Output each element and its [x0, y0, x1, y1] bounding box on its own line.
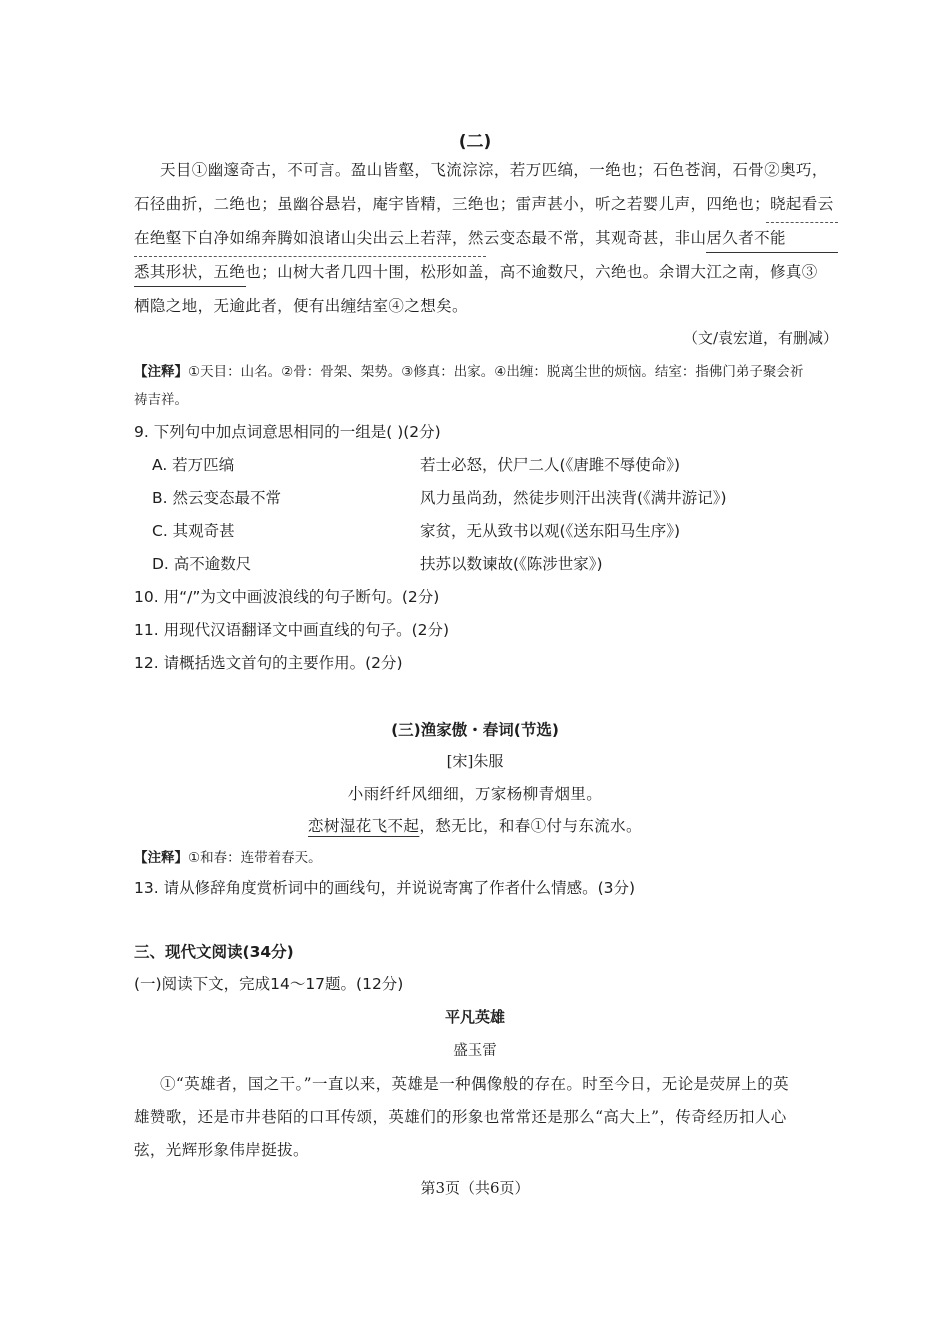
article-line-1: ①“英雄者，国之干。”一直以来，英雄是一种偶像般的存在。时至今日，无论是荧屏上的英 — [160, 1075, 790, 1093]
q9-option-d-left: D. 高不逾数尺 — [152, 555, 252, 573]
article-title: 平凡英雄 — [444, 1008, 505, 1026]
q9-option-a-right: 若士必怒，伏尸二人(《唐雎不辱使命》) — [420, 456, 681, 474]
q9-option-c-right: 家贫，无从致书以观(《送东阳马生序》) — [420, 522, 681, 540]
part3-heading: 三、现代文阅读(34分) — [134, 943, 294, 961]
q9-option-b-left: B. 然云变态最不常 — [152, 489, 281, 507]
passage-line-2: 石径曲折，二绝也；虽幽谷悬岩，庵宇皆精，三绝也；雷声甚小，听之若婴儿声，四绝也；晓起看云 — [134, 195, 834, 213]
straight-underline-a — [706, 252, 838, 253]
question-13: 13. 请从修辞角度赏析词中的画线句，并说说寄寓了作者什么情感。(3分) — [134, 879, 636, 897]
straight-underline-b — [134, 286, 246, 287]
question-12: 12. 请概括选文首句的主要作用。(2分) — [134, 654, 403, 672]
note-text-1: ①天目：山名。②骨：骨架、架势。③修真：出家。④出缠：脱离尘世的烦恼。结室：指佛门弟子聚会祈 — [188, 364, 804, 380]
q9-option-a-left: A. 若万匹缟 — [152, 456, 235, 474]
article-author: 盛玉雷 — [453, 1043, 497, 1059]
part3-subheading: (一)阅读下文，完成14～17题。(12分) — [134, 975, 404, 993]
passage-line-4: 悉其形状，五绝也；山树大者几四十围，松形如盖，高不逾数尺，六绝也。余谓大江之南，修真③ — [134, 263, 818, 281]
wavy-underline-a — [766, 218, 838, 223]
q9-option-c-left: C. 其观奇甚 — [152, 522, 235, 540]
note-label: 【注释】 — [134, 364, 188, 380]
question-10: 10. 用“/”为文中画波浪线的句子断句。(2分) — [134, 588, 440, 606]
q9-option-d-right: 扶苏以数谏故(《陈涉世家》) — [420, 555, 603, 573]
poem-line-2-rest: ，愁无比，和春①付与东流水。 — [419, 817, 642, 835]
poem-author: [宋]朱服 — [446, 752, 504, 770]
page-footer: 第3页（共6页） — [420, 1179, 530, 1197]
note-block-2 — [134, 846, 322, 866]
question-9: 9. 下列句中加点词意思相同的一组是( )(2分) — [134, 423, 441, 441]
passage-line-5: 栖隐之地，无逾此者，便有出缠结室④之想矣。 — [134, 297, 468, 315]
passage-line-1: 天目①幽邃奇古，不可言。盈山皆壑，飞流淙淙，若万匹缟，一绝也；石色苍润，石骨②奥巧， — [160, 161, 828, 179]
article-line-2: 雄赞歌，还是市井巷陌的口耳传颂，英雄们的形象也常常还是那么“高大上”，传奇经历扣人心 — [134, 1108, 787, 1126]
section-title-3: (三)渔家傲・春词(节选) — [391, 721, 559, 739]
poem-underlined-line: 恋树湿花飞不起 — [308, 817, 420, 835]
section-title-2: (二) — [458, 132, 492, 152]
article-line-3: 弦，光辉形象伟岸挺拔。 — [134, 1141, 309, 1159]
note-text-3: ①和春：连带着春天。 — [188, 850, 322, 866]
wavy-underline-b — [134, 252, 486, 257]
poem-line-2 — [0, 814, 950, 836]
passage-line-3: 在绝壑下白净如绵奔腾如浪诸山尖出云上若萍，然云变态最不常，其观奇甚，非山居久者不能 — [134, 229, 786, 247]
poem-line-1: 小雨纤纤风细细，万家杨柳青烟里。 — [347, 785, 603, 803]
passage-source: （文/袁宏道，有删减） — [682, 329, 838, 347]
q9-option-b-right: 风力虽尚劲，然徒步则汗出浃背(《满井游记》) — [420, 489, 727, 507]
question-11: 11. 用现代汉语翻译文中画直线的句子。(2分) — [134, 621, 450, 639]
note-block-1 — [134, 360, 803, 380]
note-label-2: 【注释】 — [134, 850, 188, 866]
note-text-2: 祷吉祥。 — [134, 392, 188, 408]
